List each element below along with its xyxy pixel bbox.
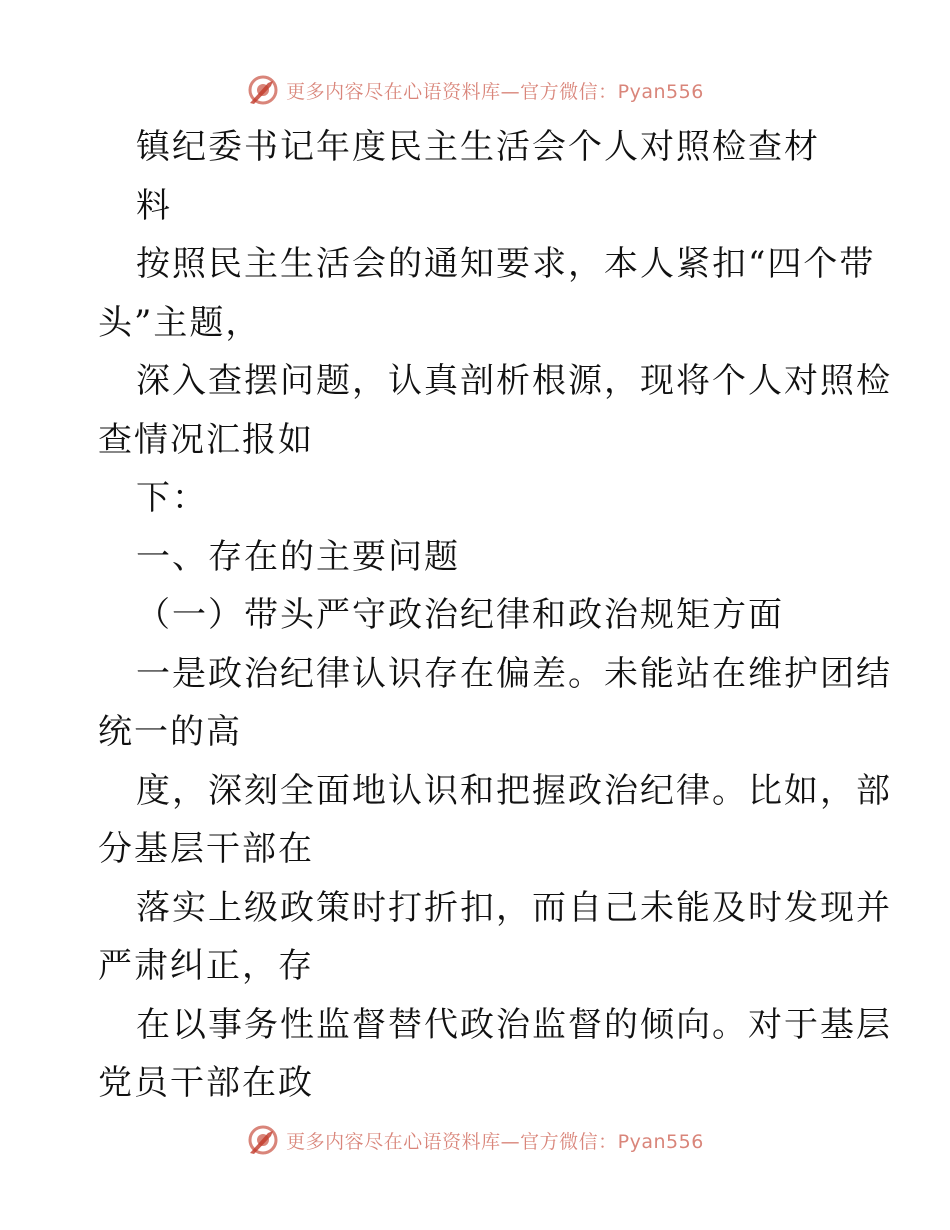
pen-circle-icon: [246, 73, 280, 107]
text-line: 深入查摆问题，认真剖析根源，现将个人对照检: [136, 361, 892, 401]
text-line: 一是政治纪律认识存在偏差。未能站在维护团结: [136, 653, 892, 694]
text-line: 分基层干部在: [98, 829, 314, 869]
text-line: 度，深刻全面地认识和把握政治纪律。比如，部: [136, 770, 892, 811]
watermark-text: 更多内容尽在心语资料库—官方微信：Pyan556: [286, 80, 704, 103]
text-line: 查情况汇报如: [98, 419, 314, 460]
text-line: 在以事务性监督替代政治监督的倾向。对于基层: [136, 1004, 892, 1045]
text-line: 下：: [136, 478, 208, 518]
text-line: 统一的高: [98, 712, 242, 752]
text-line: 头”主题，: [98, 302, 262, 343]
text-line: 严肃纠正，存: [98, 946, 314, 986]
document-title-line-2: 料: [136, 185, 172, 226]
document-title-line-1: 镇纪委书记年度民主生活会个人对照检查材: [136, 127, 820, 167]
pen-circle-icon: [246, 1123, 280, 1157]
header-watermark: [0, 70, 950, 110]
subsection-heading: （一）带头严守政治纪律和政治规矩方面: [136, 595, 784, 635]
watermark-text: 更多内容尽在心语资料库—官方微信：Pyan556: [286, 1130, 704, 1153]
text-line: 按照民主生活会的通知要求，本人紧扣“四个带: [136, 244, 876, 284]
text-line: 党员干部在政: [98, 1063, 314, 1103]
footer-watermark: [0, 1120, 950, 1160]
document-body: [98, 118, 892, 1113]
text-line: 落实上级政策时打折扣，而自己未能及时发现并: [136, 887, 892, 928]
section-heading: 一、存在的主要问题: [136, 536, 460, 577]
